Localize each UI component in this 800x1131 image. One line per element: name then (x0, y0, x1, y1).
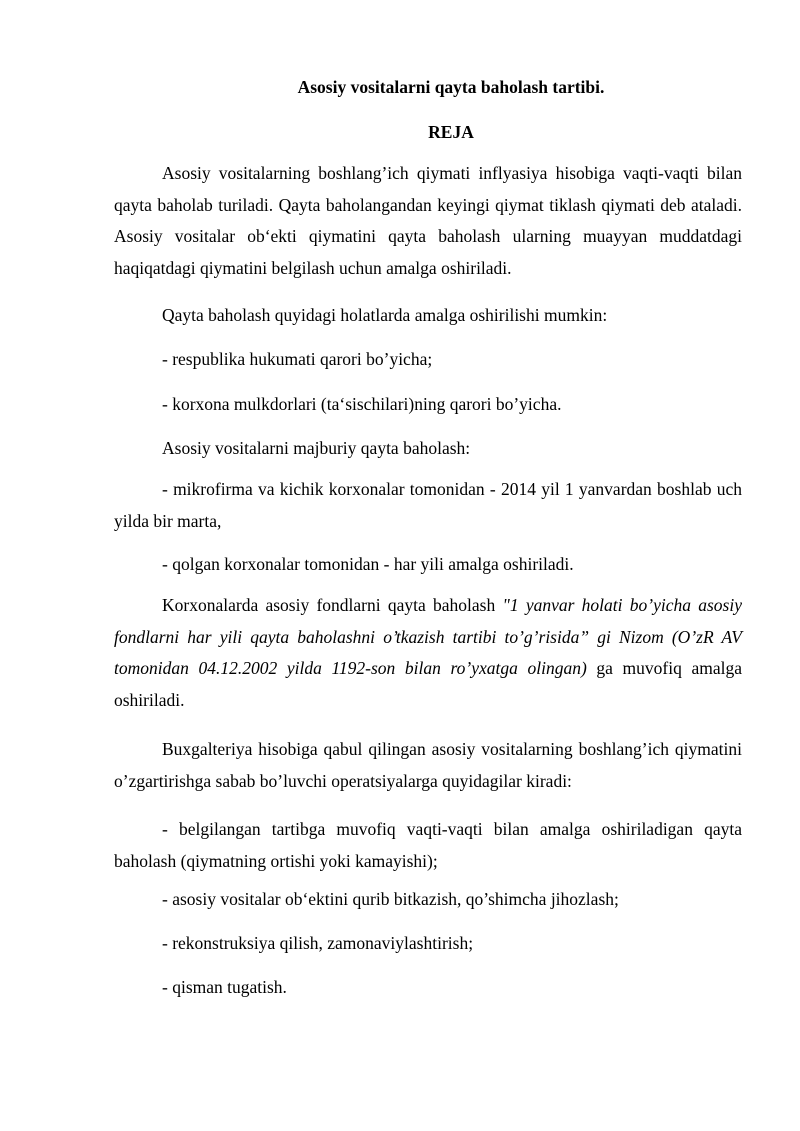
list-item-periodic-revaluation: - belgilangan tartibga muvofiq vaqti-vaqti bilan amalga oshiriladigan qayta baholash (qiymatning ortishi yoki kamayishi); (114, 819, 742, 871)
line-mandatory-revaluation: Asosiy vositalarni majburiy qayta baholash: (162, 438, 471, 458)
regulation-reference: "1 yanvar holati bo’yicha asosiy fondlarni har yili qayta baholashni o’tkazish tartibi to’g’risida” gi Nizom (O’zR AV tomonidan 04.12.2002 yilda 1192-son bilan ro’yxatga olingan) (114, 595, 742, 678)
list-item-owners: - korxona mulkdorlari (ta‘sischilari)ning qarori bo’yicha. (162, 394, 562, 414)
regulation-text-start: Korxonalarda asosiy fondlarni qayta baholash (162, 595, 503, 615)
line-revaluation-cases: Qayta baholash quyidagi holatlarda amalga oshirilishi mumkin: (162, 305, 608, 325)
list-item-other-enterprises: - qolgan korxonalar tomonidan - har yili amalga oshiriladi. (162, 554, 574, 574)
list-item-microfirms: - mikrofirma va kichik korxonalar tomonidan - 2014 yil 1 yanvardan boshlab uch yilda bir marta, (114, 479, 742, 531)
paragraph-intro: Asosiy vositalarning boshlang’ich qiymati inflyasiya hisobiga vaqti-vaqti bilan qayta baholab turiladi. Qayta baholangandan keyingi qiymat tiklash qiymati deb ataladi. Asosiy vositalar ob‘ekti qiymatini qayta baholash ularning muayyan muddatdagi haqiqatdagi qiymatini belgilash uchun amalga oshiriladi. (114, 163, 742, 278)
list-item-partial-liquidation: - qisman tugatish. (162, 977, 287, 997)
list-item-government: - respublika hukumati qarori bo’yicha; (162, 349, 433, 369)
regulation-text-end: ga muvofiq amalga oshiriladi. (114, 658, 742, 710)
document-title: Asosiy vositalarni qayta baholash tartibi. (297, 77, 605, 97)
list-item-reconstruction: - rekonstruksiya qilish, zamonaviylashtirish; (162, 933, 474, 953)
list-item-completion: - asosiy vositalar ob‘ektini qurib bitkazish, qo’shimcha jihozlash; (162, 889, 619, 909)
paragraph-operations: Buxgalteriya hisobiga qabul qilingan asosiy vositalarning boshlang’ich qiymatini o’zgartirishga sabab bo’luvchi operatsiyalarga quyidagilar kiradi: (114, 739, 742, 791)
document-subtitle: REJA (428, 122, 474, 142)
paragraph-regulation (114, 590, 742, 716)
